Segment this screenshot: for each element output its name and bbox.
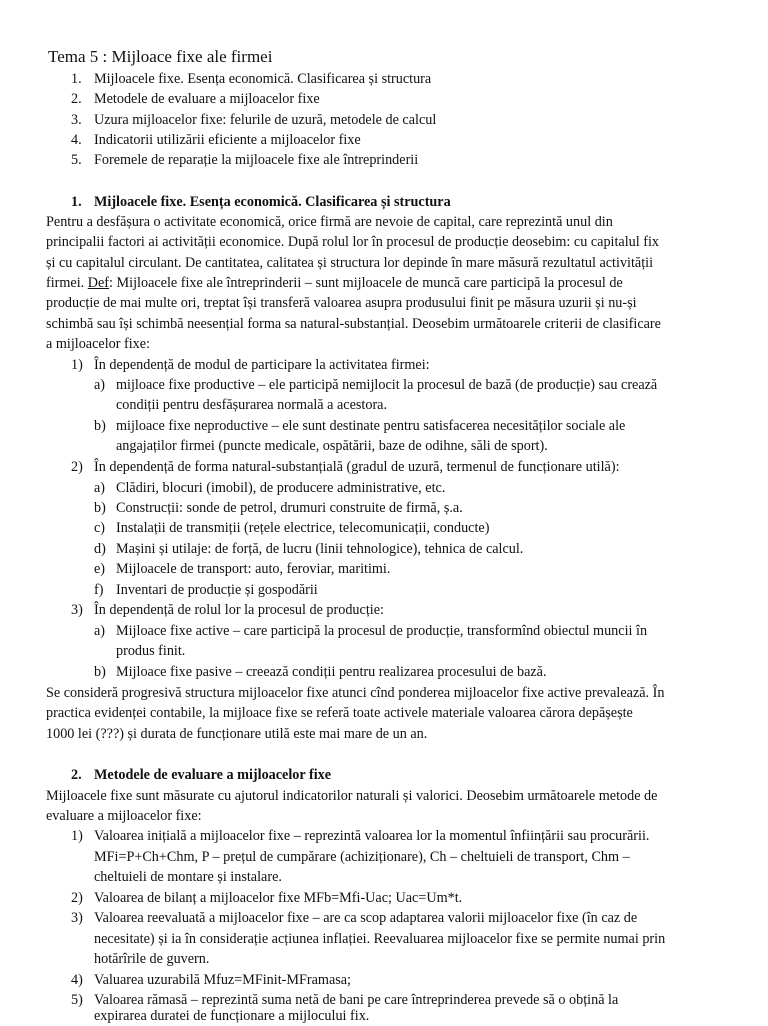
toc-item: Uzura mijloacelor fixe: felurile de uzură, metodele de calcul	[94, 112, 437, 128]
toc-number: 2.	[71, 91, 82, 107]
definition-line	[46, 273, 623, 293]
toc-item: Mijloacele fixe. Esența economică. Clasificarea și structura	[94, 71, 432, 87]
item-letter: a)	[94, 480, 106, 496]
item-letter: a)	[94, 377, 106, 393]
paragraph-line: Pentru a desfășura o activitate economică, orice firmă are nevoie de capital, care reprezintă unul din	[46, 214, 613, 230]
criterion-text: În dependență de forma natural-substanțială (gradul de uzură, termenul de funcționare utilă):	[94, 459, 620, 475]
item-letter: e)	[94, 561, 106, 577]
document-title: Tema 5 : Mijloace fixe ale firmei	[48, 47, 273, 66]
item-text: condiții pentru desfășurarea normală a acestora.	[116, 397, 388, 413]
toc-item: Metodele de evaluare a mijloacelor fixe	[94, 91, 320, 107]
item-letter: a)	[94, 623, 106, 639]
item-letter: b)	[94, 418, 106, 434]
toc-item: Indicatorii utilizării eficiente a mijloacelor fixe	[94, 132, 361, 148]
method-number: 5)	[71, 992, 83, 1008]
toc-item: Foremele de reparație la mijloacele fixe ale întreprinderii	[94, 152, 419, 168]
paragraph-line: producție de mai multe ori, treptat își transferă valoarea asupra produsului finit pe măsura uzurii și nu-și	[46, 295, 637, 311]
criterion-text: În dependență de rolul lor la procesul de producție:	[94, 602, 384, 618]
paragraph-fragment: firmei.	[46, 275, 85, 291]
section-heading: Mijloacele fixe. Esența economică. Clasificarea și structura	[94, 194, 451, 210]
item-letter: d)	[94, 541, 106, 557]
paragraph-line: Mijloacele fixe sunt măsurate cu ajutorul indicatorilor naturali și valorici. Deosebim următoarele metode de	[46, 788, 658, 804]
paragraph-line: a mijloacelor fixe:	[46, 336, 150, 352]
method-text: Valuarea uzurabilă Mfuz=MFinit-MFramasa;	[94, 972, 351, 988]
item-text: mijloace fixe productive – ele participă nemijlocit la procesul de bază (de producție) sau crează	[116, 377, 658, 393]
method-number: 2)	[71, 890, 83, 906]
toc-number: 5.	[71, 152, 82, 168]
paragraph-line: și cu capitalul circulant. De cantitatea, calitatea și structura lor depinde în mare măsură rezultatul activității	[46, 255, 654, 271]
item-letter: c)	[94, 520, 106, 536]
method-text: expirarea duratei de funcționare a mijlocului fix.	[94, 1008, 370, 1024]
item-letter: b)	[94, 664, 106, 680]
method-text: Valoarea de bilanț a mijloacelor fixe MFb=Mfi-Uac; Uac=Um*t.	[94, 890, 463, 906]
method-text: Valoarea rămasă – reprezintă suma netă de bani pe care întreprinderea prevede să o obțină la	[94, 992, 619, 1008]
item-text: Instalații de transmiții (rețele electrice, telecomunicații, conducte)	[116, 520, 490, 536]
method-text: Valoarea reevaluată a mijloacelor fixe – are ca scop adaptarea valorii mijloacelor fixe (în caz de	[94, 910, 638, 926]
paragraph-line: Se consideră progresivă structura mijloacelor fixe atunci cînd ponderea mijloacelor fixe active prevalează. În	[46, 685, 665, 701]
toc-number: 3.	[71, 112, 82, 128]
item-text: Mijloace fixe active – care participă la procesul de producție, transformînd obiectul muncii în	[116, 623, 648, 639]
method-text: MFi=P+Ch+Chm, P – prețul de cumpărare (achiziționare), Ch – cheltuieli de transport, Chm –	[94, 849, 630, 865]
paragraph-line: 1000 lei (???) și durata de funcționare utilă este mai mare de un an.	[46, 726, 428, 742]
item-text: Clădiri, blocuri (imobil), de producere administrative, etc.	[116, 480, 446, 496]
paragraph-line: principalii factori ai activității economice. După rolul lor în procesul de producție deosebim: cu capitalul fix	[46, 234, 660, 250]
criterion-number: 1)	[71, 357, 83, 373]
method-text: Valoarea inițială a mijloacelor fixe – reprezintă valoarea lor la momentul înființării sau procurării.	[94, 828, 650, 844]
method-text: hotărîrile de guvern.	[94, 951, 210, 967]
method-number: 1)	[71, 828, 83, 844]
section-number: 2.	[71, 767, 82, 783]
method-text: necesitate) și ia în considerație acțiunea inflației. Reevaluarea mijloacelor fixe se permite numai prin	[94, 931, 666, 947]
paragraph-line: practica evidenței contabile, la mijloace fixe se referă toate activele materiale valoarea cărora depășește	[46, 705, 633, 721]
method-text: cheltuieli de montare și instalare.	[94, 869, 282, 885]
item-text: Mijloacele de transport: auto, feroviar, maritimi.	[116, 561, 391, 577]
item-text: Inventari de producție și gospodării	[116, 582, 318, 598]
criterion-number: 2)	[71, 459, 83, 475]
item-text: angajaților firmei (puncte medicale, ospătării, baze de odihne, săli de sport).	[116, 438, 548, 454]
section-number: 1.	[71, 194, 82, 210]
definition-label: Def	[87, 275, 110, 291]
paragraph-line: schimbă sau își schimbă neesențial forma sa natural-substanțial. Deosebim următoarele criterii de clasificare	[46, 316, 661, 332]
method-number: 4)	[71, 972, 83, 988]
method-number: 3)	[71, 910, 83, 926]
item-letter: f)	[94, 582, 104, 598]
paragraph-line: evaluare a mijloacelor fixe:	[46, 808, 202, 824]
item-text: Mașini și utilaje: de forță, de lucru (linii tehnologice), tehnica de calcul.	[116, 541, 524, 557]
toc-number: 1.	[71, 71, 82, 87]
item-text: Construcții: sonde de petrol, drumuri construite de firmă, ș.a.	[116, 500, 463, 516]
item-text: mijloace fixe neproductive – ele sunt destinate pentru satisfacerea necesităților sociale ale	[116, 418, 626, 434]
item-letter: b)	[94, 500, 106, 516]
criterion-text: În dependență de modul de participare la activitatea firmei:	[94, 357, 430, 373]
item-text: produs finit.	[116, 643, 186, 659]
item-text: Mijloace fixe pasive – creează condiții pentru realizarea procesului de bază.	[116, 664, 547, 680]
criterion-number: 3)	[71, 602, 83, 618]
section-heading: Metodele de evaluare a mijloacelor fixe	[94, 767, 332, 783]
definition-text: : Mijloacele fixe ale întreprinderii – sunt mijloacele de muncă care participă la procesul de	[109, 275, 623, 291]
toc-number: 4.	[71, 132, 82, 148]
